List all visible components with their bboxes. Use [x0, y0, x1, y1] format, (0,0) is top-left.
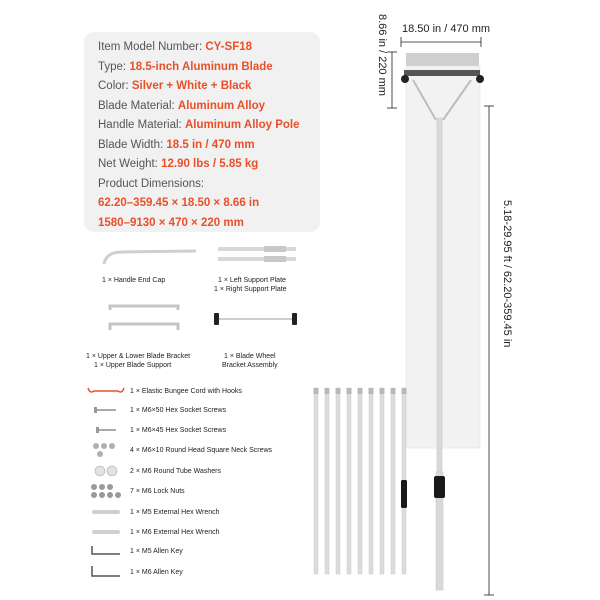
hex-screw-icon: [86, 424, 126, 436]
blade: [401, 53, 484, 448]
part-label: 1 × Left Support Plate: [218, 277, 286, 284]
pole-section: [325, 388, 329, 574]
part-label: 1 × Elastic Bungee Cord with Hooks: [130, 388, 242, 395]
part-label: 1 × Upper & Lower Blade Bracket: [86, 353, 191, 360]
handle-grip: [434, 476, 445, 498]
width-dimension-line: [401, 37, 481, 47]
pole-section-collar: [347, 388, 352, 394]
pole-section-collar: [402, 388, 407, 394]
part-label: Bracket Assembly: [222, 362, 278, 369]
spec-type: Type: 18.5-inch Aluminum Blade: [98, 60, 273, 73]
support-plate-icon: [214, 244, 300, 268]
pole-sections: [314, 388, 408, 574]
pole-section-collar: [358, 388, 363, 394]
part-label: 1 × M5 Allen Key: [130, 548, 183, 555]
spec-dimensions-mm: 1580–9130 × 470 × 220 mm: [98, 216, 244, 229]
part-label: 1 × M5 External Hex Wrench: [130, 509, 220, 516]
allen-key-icon: [86, 544, 126, 558]
pole-section: [336, 388, 340, 574]
pole-section-collar: [369, 388, 374, 394]
wrench-icon: [86, 526, 126, 538]
hex-screw-icon: [86, 404, 126, 416]
pole-section: [391, 388, 395, 574]
handle-end-cap-icon: [98, 246, 202, 266]
pole-section: [369, 388, 373, 574]
blade-bracket-icon: [106, 304, 186, 340]
spec-dimensions-label: Product Dimensions:: [98, 177, 205, 190]
lock-nut-icon: [86, 482, 126, 502]
allen-key-icon: [86, 564, 126, 580]
pole-section-collar: [336, 388, 341, 394]
spec-handle-material: Handle Material: Aluminum Alloy Pole: [98, 119, 300, 131]
part-label: 1 × Handle End Cap: [102, 277, 166, 284]
width-dimension-label: 18.50 in / 470 mm: [402, 23, 491, 35]
part-label: 1 × Upper Blade Support: [94, 362, 172, 369]
pole-section: [358, 388, 362, 574]
pole-section-collar: [391, 388, 396, 394]
spec-blade-material: Blade Material: Aluminum Alloy: [98, 99, 266, 112]
part-label: 1 × M6 External Hex Wrench: [130, 529, 220, 536]
part-label: 4 × M6×10 Round Head Square Neck Screws: [130, 447, 273, 454]
part-label: 1 × M6×45 Hex Socket Screws: [130, 427, 227, 434]
part-label: 7 × M6 Lock Nuts: [130, 488, 185, 495]
pole-section-collar: [380, 388, 385, 394]
pole-section-collar: [325, 388, 330, 394]
spec-model: Item Model Number: CY-SF18: [98, 41, 253, 53]
pole-section: [347, 388, 351, 574]
part-label: 2 × M6 Round Tube Washers: [130, 468, 221, 475]
spec-color: Color: Silver + White + Black: [98, 80, 252, 92]
spec-net-weight: Net Weight: 12.90 lbs / 5.85 kg: [98, 158, 259, 170]
length-dimension-label: 5.18-29.95 ft / 62.20-359.45 in: [501, 200, 513, 348]
part-label: 1 × Right Support Plate: [214, 286, 287, 293]
wheel-bracket-icon: [212, 306, 302, 332]
spec-blade-width: Blade Width: 18.5 in / 470 mm: [98, 138, 255, 151]
length-dimension-line: [484, 106, 494, 595]
pole-section: [380, 388, 384, 574]
washer-icon: [86, 462, 126, 480]
round-head-screws-icon: [86, 440, 126, 460]
spec-dimensions-in: 62.20–359.45 × 18.50 × 8.66 in: [98, 197, 260, 209]
wrench-icon: [86, 506, 126, 518]
part-label: 1 × M6 Allen Key: [130, 569, 183, 576]
part-label: 1 × M6×50 Hex Socket Screws: [130, 407, 227, 414]
part-label: 1 × Blade Wheel: [224, 353, 276, 360]
bungee-cord-icon: [86, 384, 126, 398]
depth-dimension-label: 8.66 in / 220 mm: [376, 14, 388, 96]
pole-section-collar: [314, 388, 319, 394]
pole-section: [314, 388, 318, 574]
pole-section-grip: [401, 480, 407, 508]
depth-dimension-line: [387, 52, 397, 108]
